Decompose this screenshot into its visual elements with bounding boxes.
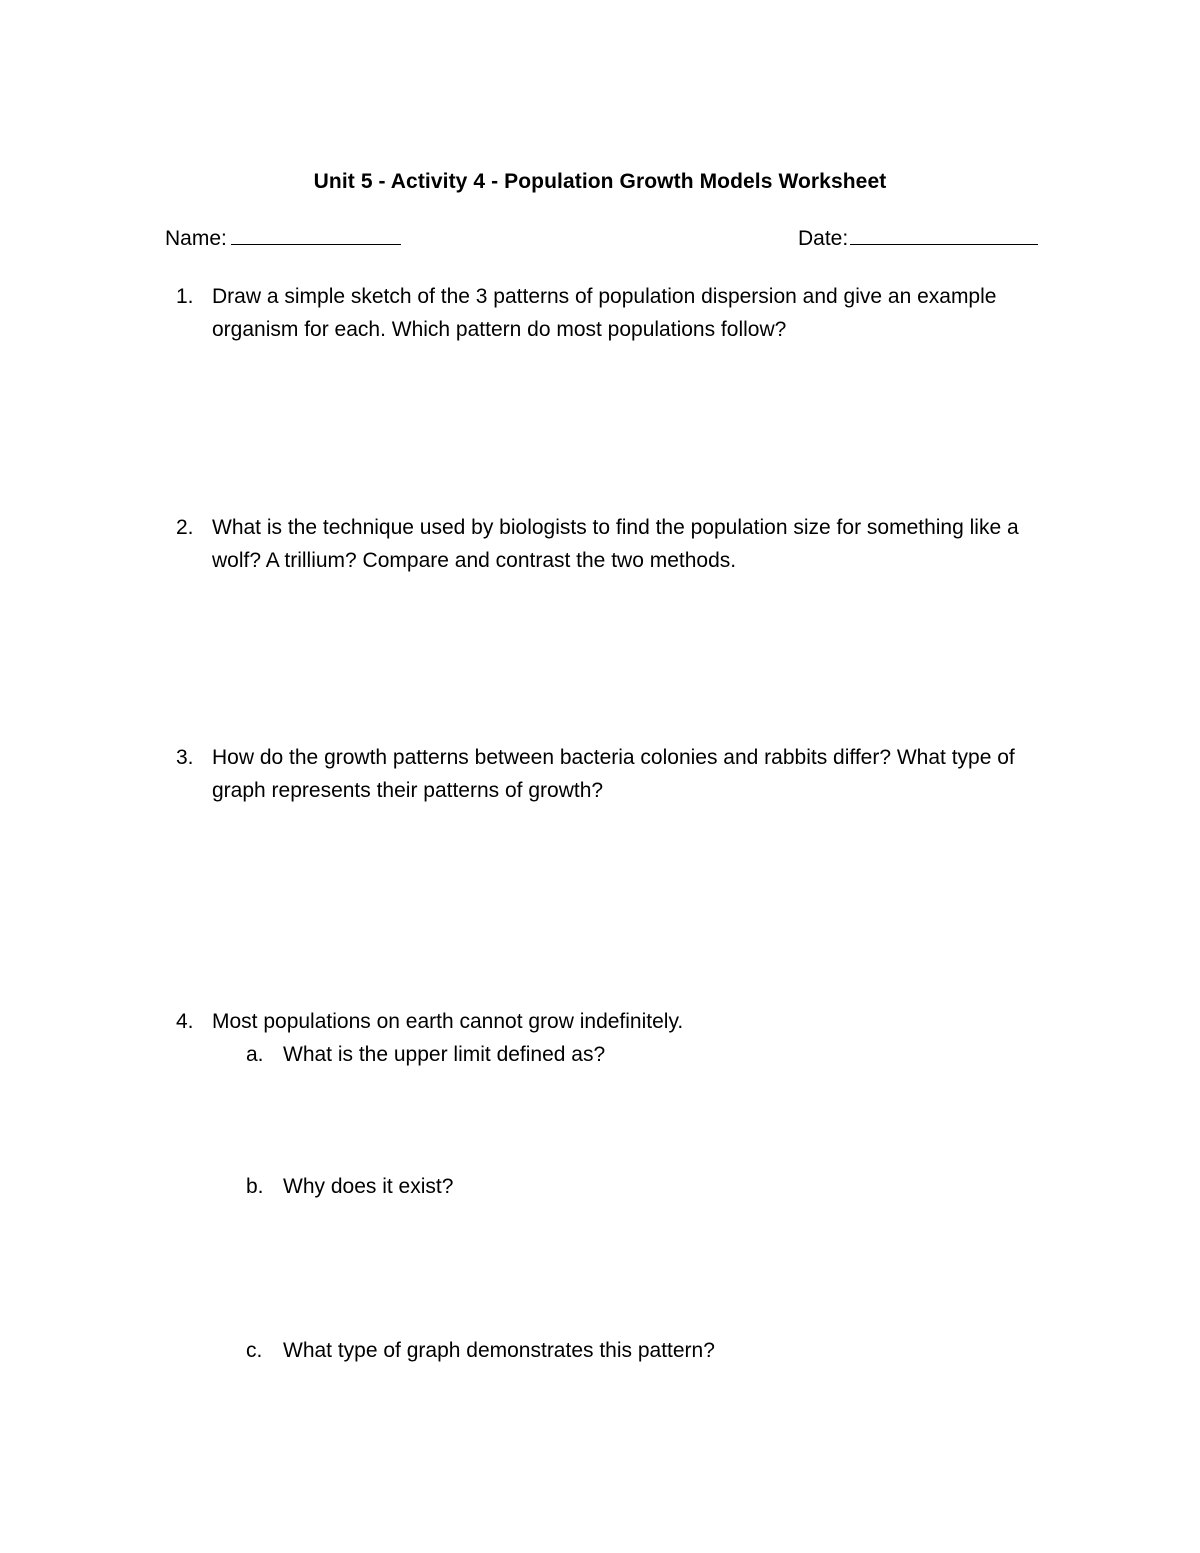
part-letter: c. bbox=[246, 1339, 263, 1362]
part-letter: b. bbox=[246, 1175, 264, 1198]
name-field bbox=[165, 226, 401, 251]
part-text: Why does it exist? bbox=[283, 1175, 454, 1198]
question-number: 4. bbox=[176, 1010, 194, 1033]
question-text: What is the technique used by biologists to find the population size for something like a wolf? A trillium? Compare and contrast the two methods. bbox=[212, 516, 1019, 572]
question-text: How do the growth patterns between bacteria colonies and rabbits differ? What type of graph represents their patterns of growth? bbox=[212, 746, 1015, 802]
part-letter: a. bbox=[246, 1043, 264, 1066]
part-text: What is the upper limit defined as? bbox=[283, 1043, 606, 1066]
part-text: What type of graph demonstrates this pattern? bbox=[283, 1339, 715, 1362]
date-label: Date: bbox=[798, 227, 849, 250]
name-blank-line bbox=[231, 226, 401, 245]
question-text: Draw a simple sketch of the 3 patterns of population dispersion and give an example organism for each. Which pattern do most populations follow? bbox=[212, 285, 997, 341]
date-field bbox=[798, 226, 1038, 251]
page-title: Unit 5 - Activity 4 - Population Growth Models Worksheet bbox=[313, 170, 887, 193]
question-number: 1. bbox=[176, 285, 194, 308]
question-number: 3. bbox=[176, 746, 194, 769]
date-blank-line bbox=[850, 226, 1038, 245]
name-label: Name: bbox=[165, 227, 227, 250]
question-text: Most populations on earth cannot grow indefinitely. bbox=[212, 1010, 684, 1033]
question-number: 2. bbox=[176, 516, 194, 539]
